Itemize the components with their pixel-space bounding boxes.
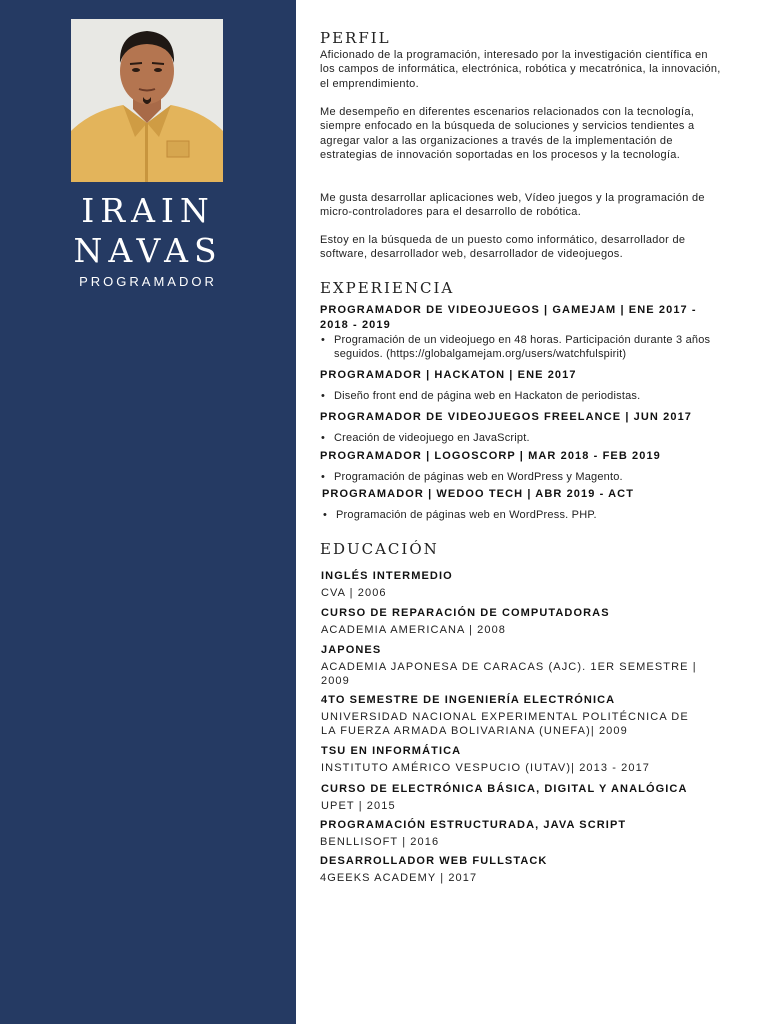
perfil-paragraph: Aficionado de la programación, interesado por la investigación científica en los campos de informática, electrónica, robótica y mecatrónica, la innovación, el emprendimiento. bbox=[320, 49, 721, 90]
perfil-paragraph: Me desempeño en diferentes escenarios relacionados con la tecnología, siempre enfocado en la búsqueda de soluciones y servicios tendientes a agregar valor a las organizaciones a través de la implementación de estrategias de innovación soportadas en los procesos y la tecnología. bbox=[320, 106, 695, 161]
edu-institution: ACADEMIA AMERICANA | 2008 bbox=[321, 624, 507, 636]
edu-institution: INSTITUTO AMÉRICO VESPUCIO (IUTAV)| 2013 - 2017 bbox=[321, 762, 651, 774]
edu-institution: UPET | 2015 bbox=[321, 800, 396, 812]
edu-institution: 4GEEKS ACADEMY | 2017 bbox=[320, 872, 478, 884]
edu-institution: UNIVERSIDAD NACIONAL EXPERIMENTAL POLITÉCNICA DE LA FUERZA ARMADA BOLIVARIANA (UNEFA)| 2009 bbox=[321, 711, 689, 738]
edu-institution: BENLLISOFT | 2016 bbox=[320, 836, 440, 848]
job-bullet: • Diseño front end de página web en Hackaton de periodistas. bbox=[321, 390, 641, 402]
perfil-heading: PERFIL bbox=[320, 29, 391, 47]
edu-title: TSU EN INFORMÁTICA bbox=[321, 745, 462, 757]
last-name: NAVAS bbox=[73, 231, 223, 270]
edu-title: JAPONES bbox=[321, 644, 382, 656]
job-title: PROGRAMADOR DE VIDEOJUEGOS | GAMEJAM | ENE 2017 - 2018 - 2019 bbox=[320, 304, 697, 331]
edu-title: INGLÉS INTERMEDIO bbox=[321, 570, 453, 582]
profile-photo bbox=[71, 19, 223, 182]
edu-title: DESARROLLADOR WEB FULLSTACK bbox=[320, 855, 548, 867]
job-title: PROGRAMADOR DE VIDEOJUEGOS FREELANCE | JUN 2017 bbox=[320, 411, 693, 423]
job-title: PROGRAMADOR | WEDOO TECH | ABR 2019 - ACT bbox=[322, 488, 635, 500]
edu-title: 4TO SEMESTRE DE INGENIERÍA ELECTRÓNICA bbox=[321, 694, 616, 706]
job-bullet: • Programación de un videojuego en 48 horas. Participación durante 3 años seguidos. (https://globalgamejam.org/users/watchfulspirit) bbox=[321, 334, 711, 361]
job-title: PROGRAMADOR | HACKATON | ENE 2017 bbox=[320, 369, 577, 381]
bullet-icon: • bbox=[323, 509, 328, 521]
edu-institution: CVA | 2006 bbox=[321, 587, 387, 599]
edu-institution: ACADEMIA JAPONESA DE CARACAS (AJC). 1ER SEMESTRE | 2009 bbox=[321, 661, 697, 688]
job-role: PROGRAMADOR bbox=[79, 274, 217, 289]
edu-title: CURSO DE ELECTRÓNICA BÁSICA, DIGITAL Y ANALÓGICA bbox=[321, 783, 688, 795]
bullet-icon: • bbox=[321, 471, 326, 483]
job-title: PROGRAMADOR | LOGOSCORP | MAR 2018 - FEB 2019 bbox=[320, 450, 661, 462]
bullet-icon: • bbox=[321, 390, 326, 402]
educacion-heading: EDUCACIÓN bbox=[320, 540, 439, 558]
sidebar bbox=[0, 0, 296, 1024]
perfil-paragraph: Estoy en la búsqueda de un puesto como informático, desarrollador de software, desarrollador web, desarrollador de videojuegos. bbox=[320, 234, 686, 261]
bullet-icon: • bbox=[321, 334, 326, 346]
job-bullet: • Programación de páginas web en WordPress. PHP. bbox=[323, 509, 597, 521]
first-name: IRAIN bbox=[81, 191, 215, 230]
portrait-image bbox=[71, 19, 223, 182]
experiencia-heading: EXPERIENCIA bbox=[320, 279, 455, 297]
edu-title: CURSO DE REPARACIÓN DE COMPUTADORAS bbox=[321, 607, 610, 619]
bullet-icon: • bbox=[321, 432, 326, 444]
edu-title: PROGRAMACIÓN ESTRUCTURADA, JAVA SCRIPT bbox=[320, 819, 627, 831]
perfil-paragraph: Me gusta desarrollar aplicaciones web, Vídeo juegos y la programación de micro-controladores para el desarrollo de robótica. bbox=[320, 192, 705, 219]
job-bullet: • Programación de páginas web en WordPress y Magento. bbox=[321, 471, 623, 483]
job-bullet: • Creación de videojuego en JavaScript. bbox=[321, 432, 530, 444]
